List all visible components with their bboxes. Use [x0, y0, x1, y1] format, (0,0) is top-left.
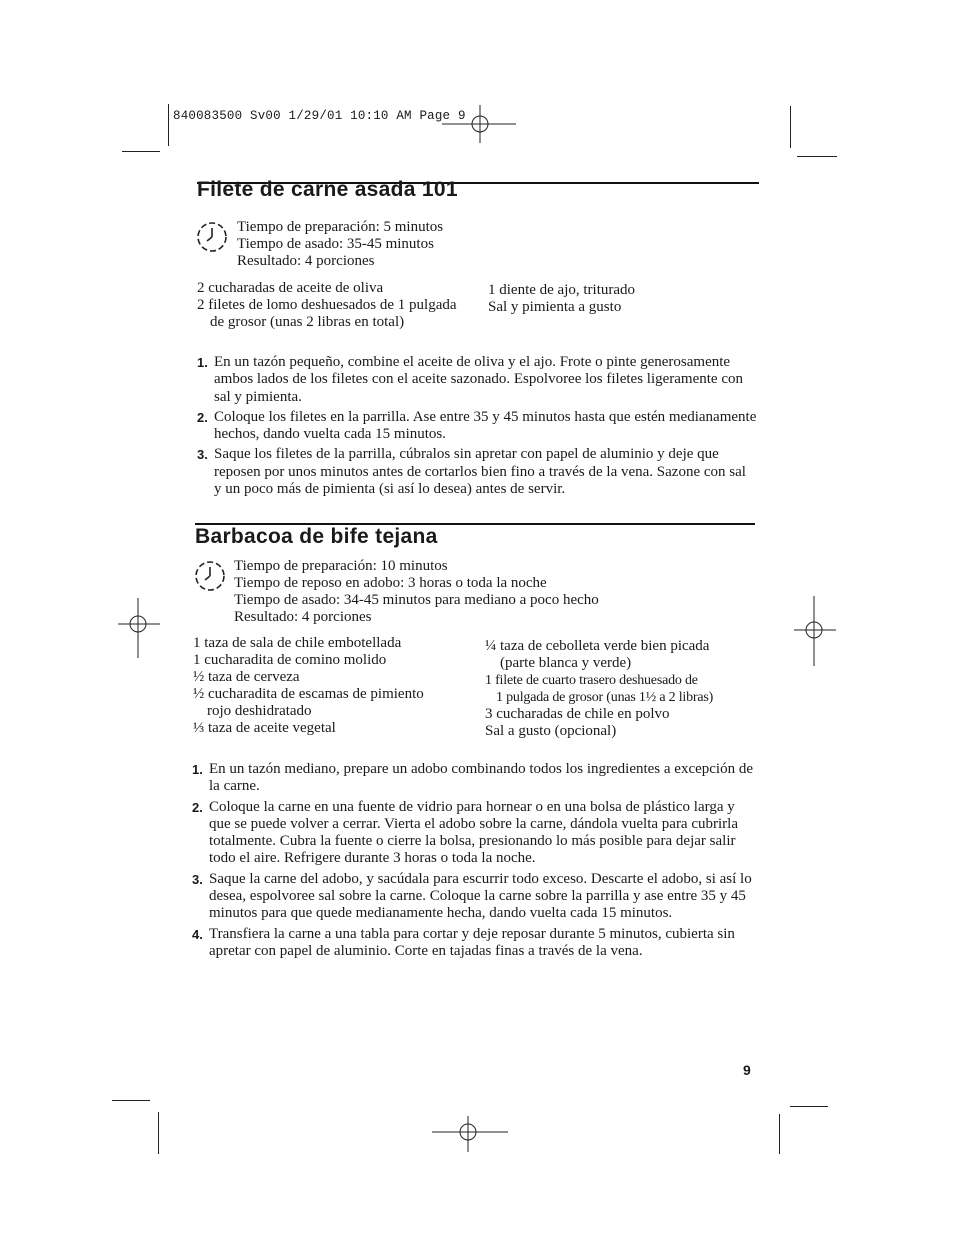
registration-mark-left — [116, 596, 162, 660]
ingredient: 1 taza de sala de chile embotellada — [193, 635, 402, 651]
ingredient: 2 filetes de lomo deshuesados de 1 pulgada — [197, 297, 457, 313]
ingredient: ¼ taza de cebolleta verde bien picada — [485, 638, 710, 654]
clock-icon — [193, 558, 229, 594]
step — [192, 871, 754, 923]
step — [197, 409, 757, 444]
crop-mark — [779, 1114, 780, 1154]
step-number: 2. — [197, 409, 208, 425]
ingredient: ⅓ taza de aceite vegetal — [193, 720, 336, 736]
timing-info — [234, 558, 599, 626]
crop-mark — [158, 1112, 159, 1154]
step-number: 1. — [192, 762, 203, 777]
step-text: Transfiera la carne a una tabla para cortar y deje reposar durante 5 minutos, cubierta sin apretar con papel de aluminio. Corte en tajadas finas a través de la vena. — [209, 925, 735, 959]
instructions — [192, 761, 754, 963]
step — [197, 446, 757, 498]
step-number: 2. — [192, 799, 203, 815]
ingredient: 2 cucharadas de aceite de oliva — [197, 280, 384, 296]
step — [192, 761, 754, 796]
prep-time: Tiempo de preparación: 10 minutos — [234, 558, 448, 574]
marinate-time: Tiempo de reposo en adobo: 3 horas o toda la noche — [234, 575, 547, 591]
ingredients-right — [488, 282, 635, 316]
prep-time: Tiempo de preparación: 5 minutos — [237, 219, 444, 235]
crop-mark — [790, 1106, 828, 1107]
step-number: 4. — [192, 926, 203, 942]
ingredients-right — [485, 638, 713, 740]
clock-icon — [195, 219, 231, 255]
cook-time: Tiempo de asado: 35-45 minutos — [237, 236, 434, 252]
step-text: Coloque los filetes en la parrilla. Ase entre 35 y 45 minutos hasta que estén medianamente hechos, dando vuelta cada 15 minutos. — [214, 408, 757, 443]
instructions — [197, 354, 757, 501]
crop-mark — [122, 151, 160, 152]
ingredient: de grosor (unas 2 libras en total) — [210, 314, 405, 330]
crop-mark — [790, 106, 791, 148]
ingredient: ½ cucharadita de escamas de pimiento — [193, 686, 424, 702]
step-text: Saque los filetes de la parrilla, cúbralos sin apretar con papel de aluminio y deje que reposen por unos minutos antes de cortarlos bien fino a través de la vena. Sazone con sal y un poco más de pimienta (si así lo desea) antes de servir. — [214, 446, 746, 498]
print-stamp: 840083500 Sv00 1/29/01 10:10 AM Page 9 — [173, 109, 466, 123]
registration-mark-right — [792, 594, 838, 668]
step-number: 1. — [197, 355, 208, 370]
ingredient: rojo deshidratado — [207, 703, 312, 719]
ingredient: 1 pulgada de grosor (unas 1½ a 2 libras) — [496, 690, 714, 705]
step-text: En un tazón mediano, prepare un adobo combinando todos los ingredientes a excepción de la carne. — [209, 761, 753, 795]
ingredient: Sal y pimienta a gusto — [488, 299, 622, 315]
step — [192, 799, 754, 868]
crop-mark — [168, 104, 169, 146]
ingredient: Sal a gusto (opcional) — [485, 723, 617, 739]
ingredient: 1 filete de cuarto trasero deshuesado de — [485, 673, 698, 688]
yield: Resultado: 4 porciones — [237, 253, 375, 269]
page-number: 9 — [743, 1062, 751, 1078]
ingredients-left — [193, 635, 424, 737]
crop-mark — [112, 1100, 150, 1101]
step-text: Coloque la carne en una fuente de vidrio para hornear o en una bolsa de plástico larga y que se puede volver a cerrar. Vierta el adobo sobre la carne, dándola vuelta para cubrirla totalmente. Cubra la fuente o cierre la bolsa, presionando lo más posible para dejar salir todo el aire. Refrigere durante 3 horas o toda la noche. — [209, 798, 738, 867]
registration-mark-bottom — [430, 1114, 510, 1154]
ingredient: 1 diente de ajo, triturado — [488, 282, 636, 298]
timing-info — [237, 219, 443, 270]
ingredient: (parte blanca y verde) — [500, 655, 632, 671]
step-number: 3. — [192, 871, 203, 887]
crop-mark — [797, 156, 837, 157]
yield: Resultado: 4 porciones — [234, 609, 372, 625]
recipe-title: Barbacoa de bife tejana — [195, 525, 438, 548]
recipe-title: Filete de carne asada 101 — [197, 178, 458, 201]
ingredient: ½ taza de cerveza — [193, 669, 300, 685]
cook-time: Tiempo de asado: 34-45 minutos para mediano a poco hecho — [234, 592, 599, 608]
ingredient: 3 cucharadas de chile en polvo — [485, 706, 670, 722]
step — [197, 354, 757, 406]
step-text: En un tazón pequeño, combine el aceite de oliva y el ajo. Frote o pinte generosamente ambos lados de los filetes con el aceite sazonado. Espolvoree los filetes ligeramente con sal y pimienta. — [214, 354, 743, 405]
step-number: 3. — [197, 447, 208, 463]
ingredients-left — [197, 280, 457, 331]
step — [192, 926, 754, 961]
ingredient: 1 cucharadita de comino molido — [193, 652, 387, 668]
step-text: Saque la carne del adobo, y sacúdala para escurrir todo exceso. Descarte el adobo, si así lo desea, espolvoree sal sobre la carne. Coloque la carne sobre la parrilla y ase entre 35 y 45 minutos para que quede medianamente hecha, dando vuelta cada 15 minutos. — [209, 870, 752, 922]
